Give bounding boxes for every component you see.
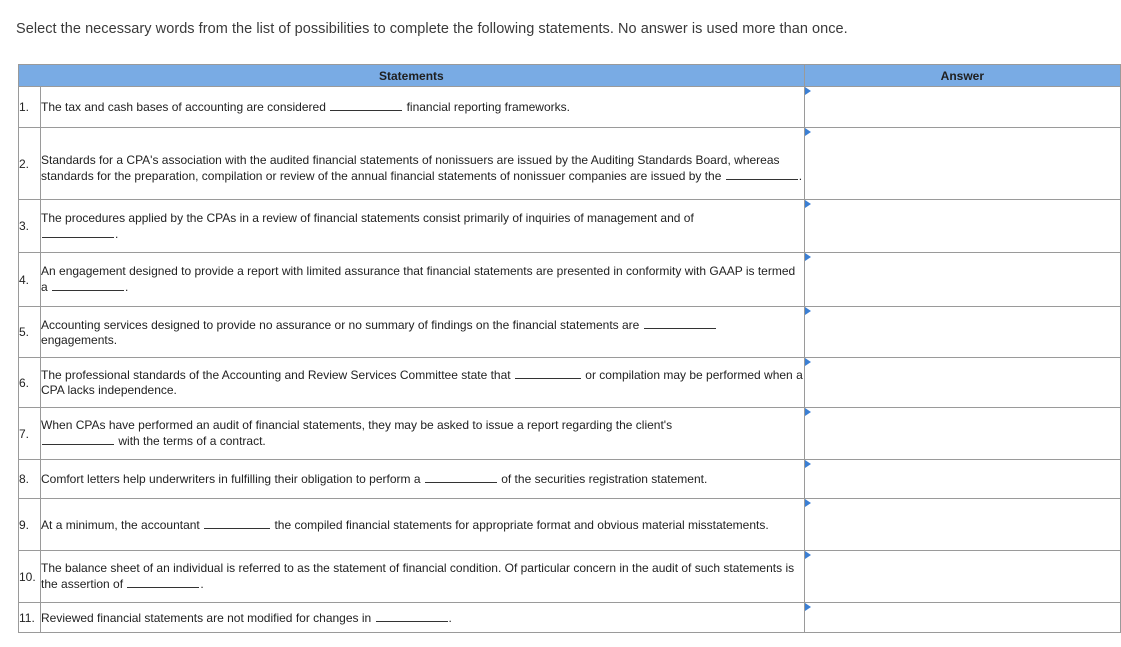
statement-part: The professional standards of the Accounting and Review Services Committee state that bbox=[41, 368, 511, 382]
answer-blank bbox=[515, 367, 581, 379]
answer-blank bbox=[726, 168, 798, 180]
statement-text bbox=[41, 358, 805, 408]
row-number: 8. bbox=[19, 460, 41, 499]
dropdown-arrow-icon bbox=[805, 408, 811, 416]
statement-part: of the securities registration statement. bbox=[501, 472, 708, 486]
answer-blank bbox=[330, 99, 402, 111]
dropdown-arrow-icon bbox=[805, 460, 811, 468]
statement-part: At a minimum, the accountant bbox=[41, 517, 200, 532]
answer-dropdown[interactable] bbox=[804, 551, 1120, 603]
dropdown-arrow-icon bbox=[805, 253, 811, 261]
statement-text bbox=[41, 603, 805, 633]
answer-dropdown[interactable] bbox=[804, 358, 1120, 408]
answer-blank bbox=[644, 317, 716, 329]
statement-text bbox=[41, 128, 805, 200]
statement-part: Accounting services designed to provide no assurance or no summary of findings on the financial statements are bbox=[41, 317, 640, 332]
statement-part: When CPAs have performed an audit of financial statements, they may be asked to issue a report regarding the client's bbox=[41, 418, 673, 432]
table-row bbox=[19, 128, 1121, 200]
table-row bbox=[19, 603, 1121, 633]
header-answer: Answer bbox=[804, 65, 1120, 87]
row-number: 7. bbox=[19, 408, 41, 460]
answer-dropdown[interactable] bbox=[804, 200, 1120, 253]
table-row bbox=[19, 253, 1121, 307]
statement-text bbox=[41, 551, 805, 603]
answer-blank bbox=[425, 471, 497, 483]
statement-part: Standards for a CPA's association with the audited financial statements of nonissuers are issued by the Auditing Standards Board, whereas standards for the preparation, compilation or review of the annual financial statements of nonissuer companies are issued by the bbox=[41, 153, 780, 183]
row-number: 1. bbox=[19, 87, 41, 128]
statement-part: The procedures applied by the CPAs in a review of financial statements consist primarily of inquiries of management and of bbox=[41, 210, 694, 225]
table-row bbox=[19, 499, 1121, 551]
dropdown-arrow-icon bbox=[805, 307, 811, 315]
answer-dropdown[interactable] bbox=[804, 87, 1120, 128]
statement-text bbox=[41, 460, 805, 499]
statement-part: Comfort letters help underwriters in fulfilling their obligation to perform a bbox=[41, 472, 421, 486]
statements-table bbox=[18, 64, 1121, 633]
table-row bbox=[19, 551, 1121, 603]
statement-text bbox=[41, 253, 805, 307]
statement-part: . bbox=[798, 169, 803, 183]
statement-text bbox=[41, 408, 805, 460]
table-row bbox=[19, 307, 1121, 358]
statement-part: The tax and cash bases of accounting are considered bbox=[41, 100, 326, 114]
header-statements: Statements bbox=[19, 65, 805, 87]
answer-dropdown[interactable] bbox=[804, 499, 1120, 551]
answer-blank bbox=[127, 576, 199, 588]
statement-text bbox=[41, 87, 805, 128]
dropdown-arrow-icon bbox=[805, 358, 811, 366]
table-row bbox=[19, 200, 1121, 253]
table-row bbox=[19, 460, 1121, 499]
answer-dropdown[interactable] bbox=[804, 307, 1120, 358]
table-row bbox=[19, 87, 1121, 128]
answer-dropdown[interactable] bbox=[804, 460, 1120, 499]
row-number: 11. bbox=[19, 603, 41, 633]
statement-text bbox=[41, 499, 805, 551]
row-number: 5. bbox=[19, 307, 41, 358]
answer-dropdown[interactable] bbox=[804, 603, 1120, 633]
statement-part: or compilation may be performed when a CPA lacks independence. bbox=[41, 368, 803, 397]
statement-part: An engagement designed to provide a report with limited assurance that financial statements are presented in conformity with GAAP is termed a bbox=[41, 264, 796, 294]
statement-part: The balance sheet of an individual is referred to as the statement of financial condition. Of particular concern in the audit of such statements is the assertion of bbox=[41, 561, 795, 591]
answer-dropdown[interactable] bbox=[804, 253, 1120, 307]
statement-text bbox=[41, 200, 805, 253]
answer-blank bbox=[376, 610, 448, 622]
statement-text bbox=[41, 307, 805, 358]
statement-part: . bbox=[448, 610, 452, 625]
statement-part: the compiled financial statements for appropriate format and obvious material misstatements. bbox=[274, 517, 769, 532]
answer-blank bbox=[42, 433, 114, 445]
dropdown-arrow-icon bbox=[805, 551, 811, 559]
row-number: 4. bbox=[19, 253, 41, 307]
row-number: 2. bbox=[19, 128, 41, 200]
instructions-text: Select the necessary words from the list of possibilities to complete the following statements. No answer is used more than once. bbox=[16, 21, 848, 37]
statement-part: Reviewed financial statements are not modified for changes in bbox=[41, 610, 372, 625]
answer-blank bbox=[204, 517, 270, 529]
table-row bbox=[19, 408, 1121, 460]
answer-blank bbox=[52, 279, 124, 291]
dropdown-arrow-icon bbox=[805, 200, 811, 208]
dropdown-arrow-icon bbox=[805, 128, 811, 136]
row-number: 9. bbox=[19, 499, 41, 551]
statement-part: with the terms of a contract. bbox=[118, 434, 266, 448]
statement-part: . bbox=[125, 280, 129, 294]
statement-part: . bbox=[200, 577, 204, 591]
answer-dropdown[interactable] bbox=[804, 128, 1120, 200]
row-number: 6. bbox=[19, 358, 41, 408]
dropdown-arrow-icon bbox=[805, 87, 811, 95]
answer-dropdown[interactable] bbox=[804, 408, 1120, 460]
dropdown-arrow-icon bbox=[805, 499, 811, 507]
table-header-row bbox=[19, 65, 1121, 87]
statement-part: . bbox=[115, 226, 119, 241]
statement-part: engagements. bbox=[41, 332, 118, 347]
row-number: 3. bbox=[19, 200, 41, 253]
row-number: 10. bbox=[19, 551, 41, 603]
dropdown-arrow-icon bbox=[805, 603, 811, 611]
statement-part: financial reporting frameworks. bbox=[406, 100, 570, 114]
answer-blank bbox=[42, 226, 114, 238]
table-row bbox=[19, 358, 1121, 408]
